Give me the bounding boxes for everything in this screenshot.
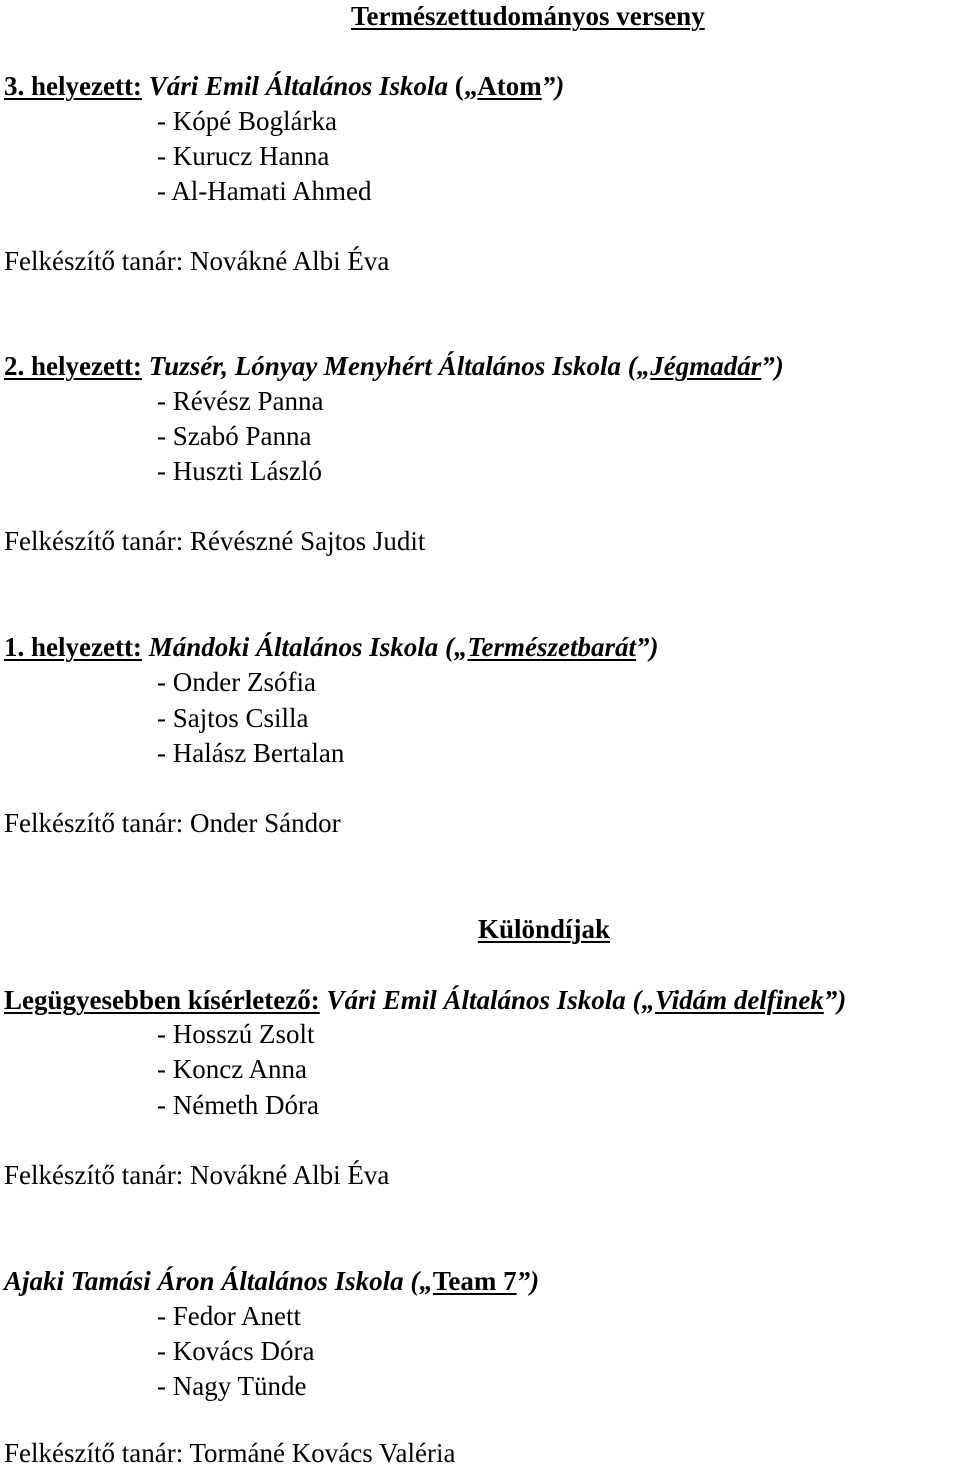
placement-heading-3: 3. helyezett: Vári Emil Általános Iskola („Atom”) [4, 71, 565, 101]
special-awards-heading: Különdíjak [478, 914, 611, 944]
member-name: - Révész Panna [157, 386, 324, 416]
member-name: - Németh Dóra [157, 1090, 319, 1120]
placement-label: 2. helyezett: [4, 351, 142, 381]
member-name: - Kurucz Hanna [157, 141, 330, 171]
team-name: Jégmadár [650, 351, 762, 381]
team-name: Team 7 [432, 1266, 517, 1296]
teacher-line: Felkészítő tanár: Novákné Albi Éva [4, 246, 390, 276]
member-name: - Onder Zsófia [157, 667, 316, 697]
page-title: Természettudományos verseny [351, 1, 705, 31]
teacher-line: Felkészítő tanár: Tormáné Kovács Valéria [4, 1438, 456, 1468]
teacher-line: Felkészítő tanár: Onder Sándor [4, 808, 341, 838]
member-name: - Sajtos Csilla [157, 703, 309, 733]
award-label: Legügyesebben kísérletező: [4, 985, 320, 1015]
placement-label: 3. helyezett: [4, 71, 142, 101]
special-award-heading: Legügyesebben kísérletező: Vári Emil Általános Iskola („Vidám delfinek”) [4, 985, 847, 1015]
member-name: - Koncz Anna [157, 1054, 307, 1084]
member-name: - Fedor Anett [157, 1301, 301, 1331]
member-name: - Halász Bertalan [157, 738, 345, 768]
school-name: Mándoki Általános Iskola [148, 632, 439, 662]
team-name: Atom [477, 71, 542, 101]
member-name: - Kovács Dóra [157, 1336, 315, 1366]
placement-heading-1: 1. helyezett: Mándoki Általános Iskola („Természetbarát”) [4, 632, 659, 662]
placement-heading-2: 2. helyezett: Tuzsér, Lónyay Menyhért Általános Iskola („Jégmadár”) [4, 351, 784, 381]
teacher-line: Felkészítő tanár: Révészné Sajtos Judit [4, 526, 426, 556]
school-name: Vári Emil Általános Iskola [326, 985, 626, 1015]
team-name: Vidám delfinek [655, 985, 824, 1015]
member-name: - Huszti László [157, 456, 322, 486]
member-name: - Szabó Panna [157, 421, 312, 451]
teacher-line: Felkészítő tanár: Novákné Albi Éva [4, 1160, 390, 1190]
school-name: Ajaki Tamási Áron Általános Iskola [4, 1266, 404, 1296]
placement-label: 1. helyezett: [4, 632, 142, 662]
member-name: - Nagy Tünde [157, 1371, 307, 1401]
member-name: - Hosszú Zsolt [157, 1019, 315, 1049]
school-name: Vári Emil Általános Iskola [148, 71, 449, 101]
school-name: Tuzsér, Lónyay Menyhért Általános Iskola [148, 351, 621, 381]
team-name: Természetbarát [467, 632, 637, 662]
special-award-heading: Ajaki Tamási Áron Általános Iskola („Team 7”) [4, 1266, 540, 1296]
member-name: - Al-Hamati Ahmed [157, 176, 372, 206]
member-name: - Kópé Boglárka [157, 106, 337, 136]
